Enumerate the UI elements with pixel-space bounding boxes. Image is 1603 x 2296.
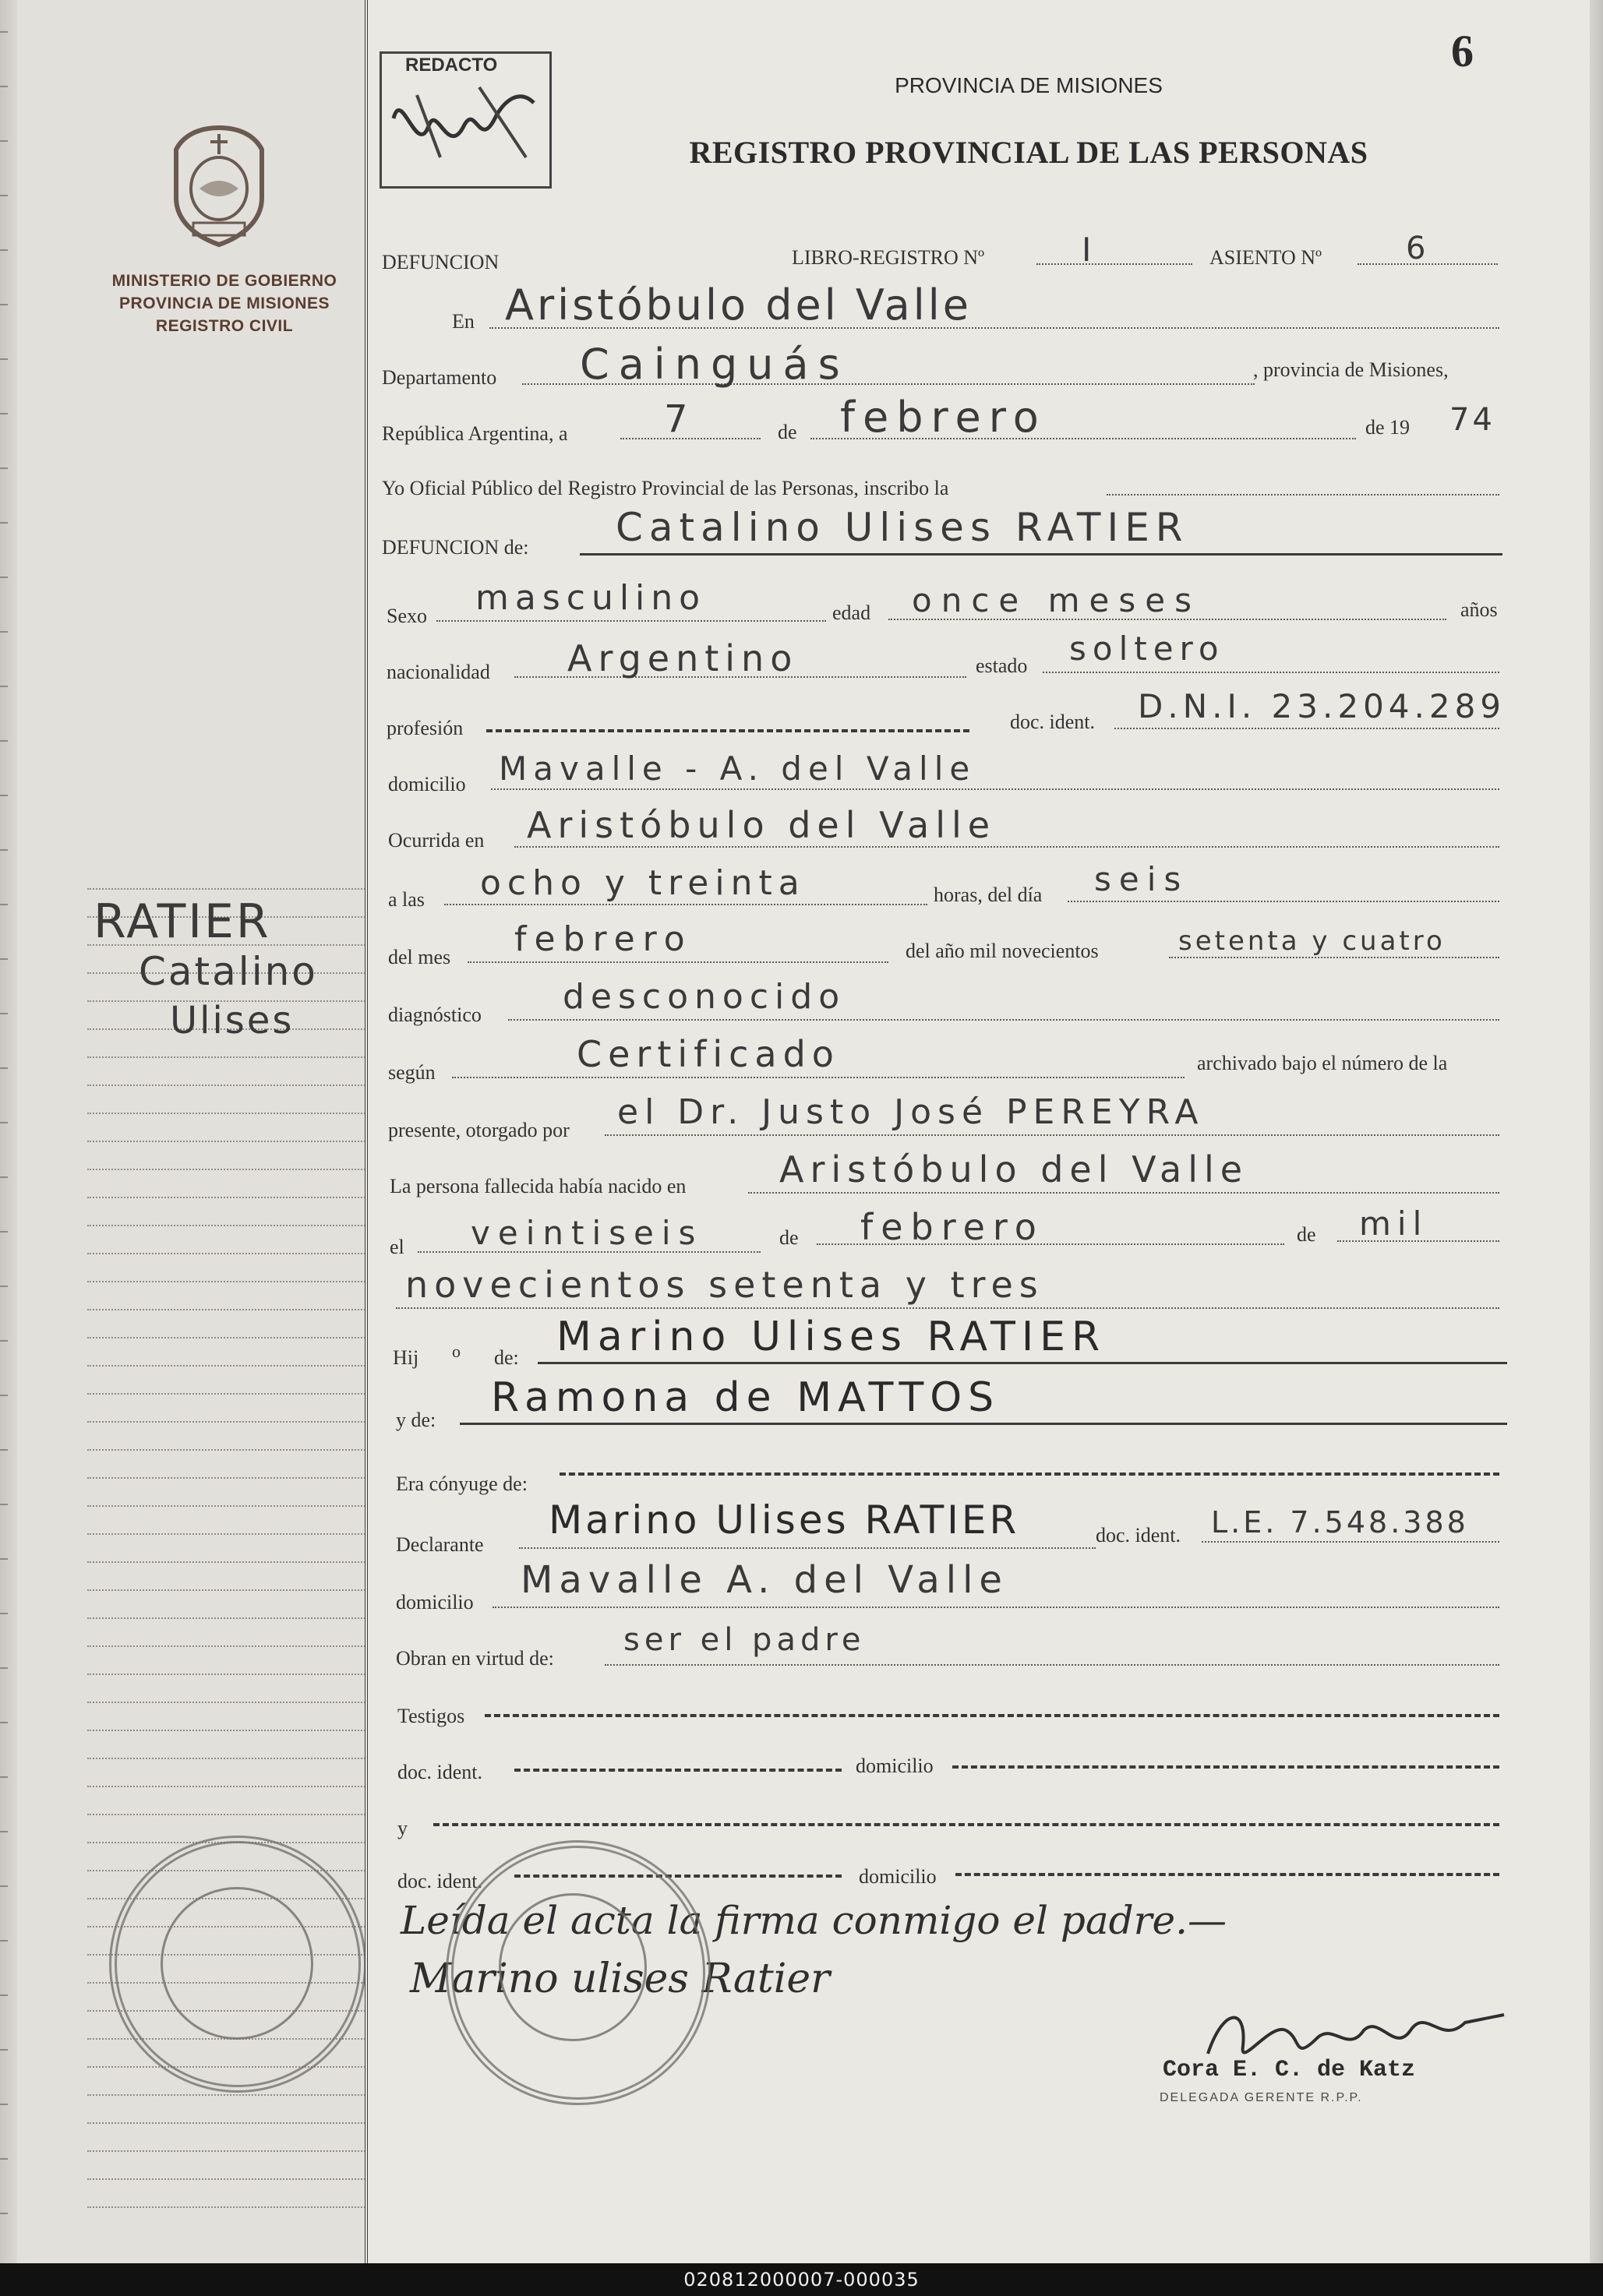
binding-tick [0, 631, 8, 633]
official-stamp-left-inner [161, 1887, 313, 2040]
closing-statement: Leída el acta la firma conmigo el padre.— [401, 1898, 1227, 1943]
presente-value: el Dr. Justo José PEREYRA [617, 1092, 1205, 1132]
sexo-label: Sexo [387, 605, 427, 627]
binding-tick [0, 1231, 8, 1233]
margin-ruled-line [87, 1674, 368, 1675]
t2-docident-label: doc. ident. [397, 1870, 483, 1892]
horas-label: horas, del día [934, 883, 1043, 906]
asiento-value: 6 [1406, 231, 1429, 266]
y-dash [433, 1823, 1499, 1826]
margin-ruled-line [87, 1449, 368, 1451]
decl-domicilio-label: domicilio [396, 1591, 474, 1614]
margin-ruled-line [87, 1477, 368, 1479]
oficial-statement: Yo Oficial Público del Registro Provincial de las Personas, inscribo la [382, 477, 949, 499]
domicilio-label: domicilio [388, 773, 466, 795]
archive-reference-bar [0, 2263, 1603, 2296]
margin-ruled-line [87, 1505, 368, 1507]
margin-ruled-line [87, 1281, 368, 1282]
binding-tick [0, 686, 8, 687]
coat-of-arms-emblem [165, 123, 273, 248]
binding-tick [0, 577, 8, 578]
t-domicilio-dash [952, 1765, 1499, 1769]
binding-tick [0, 1340, 8, 1342]
binding-tick [0, 2104, 8, 2105]
margin-ruled-line [87, 1113, 368, 1114]
decl-domicilio-line [493, 1606, 1499, 1608]
binding-tick [0, 195, 8, 196]
redacto-initials-signature [386, 72, 549, 173]
binding-tick [0, 1885, 8, 1887]
binding-tick [0, 849, 8, 851]
defuncion-de-label: DEFUNCION de: [382, 536, 529, 559]
testigos-dash [485, 1714, 1499, 1717]
civil-registry-line: REGISTRO CIVIL [155, 317, 294, 335]
binding-tick [0, 1722, 8, 1723]
margin-ruled-line [87, 1786, 368, 1787]
sexo-value: masculino [475, 578, 707, 618]
binding-tick [0, 1176, 8, 1178]
redacto-label: REDACTO [405, 55, 498, 76]
diagnostico-value: desconocido [563, 977, 846, 1017]
binding-tick [0, 2049, 8, 2051]
official-stamp-center-inner [499, 1893, 647, 2041]
page-number: 6 [1451, 26, 1474, 76]
fallecido-line [580, 553, 1502, 555]
margin-ruled-line [87, 1337, 368, 1338]
margin-ruled-line [87, 1702, 368, 1703]
estado-label: estado [976, 654, 1028, 677]
en-label: En [452, 310, 475, 333]
de19-label: de 19 [1365, 416, 1411, 439]
republica-label: República Argentina, a [382, 422, 568, 445]
ministry-heading [92, 270, 357, 337]
dia-value: 7 [664, 397, 691, 441]
conyuge-dash [560, 1472, 1499, 1476]
margin-ruled-line [87, 2150, 368, 2152]
estado-line [1043, 672, 1499, 673]
padre-value: Marino Ulises RATIER [556, 1314, 1107, 1360]
declarante-value: Marino Ulises RATIER [549, 1497, 1020, 1543]
binding-tick [0, 1940, 8, 1942]
nac-anio-line [396, 1307, 1499, 1309]
binding-tick [0, 1831, 8, 1832]
page-edge [1590, 0, 1603, 2263]
declarante-doc-line [1202, 1541, 1499, 1543]
binding-tick [0, 958, 8, 960]
libro-line [1036, 263, 1192, 265]
t2-domicilio-dash [955, 1873, 1499, 1876]
declarante-signature: Marino ulises Ratier [410, 1956, 830, 2002]
segun-label: según [388, 1061, 436, 1084]
dia-muerte-line [1068, 901, 1499, 902]
nac-anio-value: novecientos setenta y tres [405, 1264, 1044, 1306]
madre-line [460, 1423, 1507, 1425]
ministry-line: MINISTERIO DE GOBIERNO [111, 272, 337, 290]
binding-tick [0, 1286, 8, 1287]
nacionalidad-label: nacionalidad [387, 661, 490, 683]
mes-muerte-value: febrero [514, 919, 693, 959]
nacionalidad-value: Argentino [567, 637, 799, 679]
binding-tick [0, 1994, 8, 1996]
margin-ruled-line [87, 1309, 368, 1310]
binding-tick [0, 1395, 8, 1396]
margin-ruled-line [87, 1225, 368, 1226]
anio-muerte-value: setenta y cuatro [1178, 926, 1446, 957]
alas-label: a las [388, 888, 425, 911]
docident-label: doc. ident. [1010, 711, 1096, 733]
mes-value: febrero [840, 393, 1047, 442]
binding-tick [0, 304, 8, 305]
nacido-value: Aristóbulo del Valle [779, 1148, 1249, 1190]
official-name: Cora E. C. de Katz [1163, 2057, 1416, 2083]
margin-second-name: Ulises [170, 999, 295, 1042]
oficial-line [1107, 494, 1499, 496]
ocurrida-value: Aristóbulo del Valle [527, 804, 997, 846]
departamento-label: Departamento [382, 366, 497, 389]
margin-ruled-line [87, 1589, 368, 1591]
mes-muerte-line [468, 961, 888, 963]
yde-label: y de: [396, 1409, 436, 1431]
nacido-label: La persona fallecida había nacido en [390, 1175, 687, 1197]
binding-tick [0, 2213, 8, 2214]
margin-ruled-line [87, 1141, 368, 1142]
fallecido-value: Catalino Ulises RATIER [616, 505, 1189, 550]
diagnostico-line [508, 1019, 1499, 1021]
margin-ruled-line [87, 1365, 368, 1367]
binding-tick [0, 1667, 8, 1669]
t2-domicilio-label: domicilio [859, 1865, 937, 1888]
archivado-label: archivado bajo el número de la [1197, 1052, 1448, 1074]
libro-label: LIBRO-REGISTRO Nº [792, 246, 985, 269]
sexo-line [436, 620, 826, 622]
binding-tick [0, 1504, 8, 1505]
declarante-doc-label: doc. ident. [1096, 1524, 1181, 1547]
anios-label: años [1460, 598, 1498, 621]
domicilio-line [491, 788, 1499, 790]
ocurrida-label: Ocurrida en [388, 829, 485, 852]
y-label: y [397, 1817, 408, 1839]
binding-tick [0, 467, 8, 469]
binding-tick [0, 2158, 8, 2160]
binding-strip [0, 0, 18, 2263]
margin-ruled-line [87, 1645, 368, 1647]
obran-label: Obran en virtud de: [396, 1647, 554, 1670]
presente-line [605, 1134, 1499, 1136]
province-title: PROVINCIA DE MISIONES [895, 73, 1163, 97]
official-role: DELEGADA GERENTE R.P.P. [1160, 2091, 1363, 2104]
margin-ruled-line [87, 1617, 368, 1619]
nac-mil-value: mil [1359, 1204, 1428, 1243]
ocurrida-line [514, 846, 1499, 848]
margin-ruled-line [87, 1758, 368, 1759]
registry-title: REGISTRO PROVINCIAL DE LAS PERSONAS [689, 135, 1368, 170]
margin-surname: RATIER [94, 894, 271, 949]
margin-ruled-line [87, 1561, 368, 1563]
hijo-de-label: de: [494, 1346, 519, 1369]
margin-ruled-line [87, 1730, 368, 1731]
defuncion-label: DEFUNCION [382, 251, 500, 273]
libro-value: I [1082, 231, 1095, 269]
anio-value: 74 [1449, 402, 1495, 438]
declarante-line [519, 1547, 1096, 1549]
binding-tick [0, 795, 8, 796]
margin-first-name: Catalino [139, 949, 318, 994]
t-docident-dash [514, 1769, 842, 1772]
binding-tick [0, 1558, 8, 1560]
profesion-label: profesión [387, 717, 464, 739]
delanio-label: del año mil novecientos [906, 940, 1099, 962]
binding-tick [0, 86, 8, 87]
binding-tick [0, 249, 8, 251]
de-label: de [778, 421, 797, 443]
asiento-label: ASIENTO Nº [1209, 246, 1322, 269]
binding-tick [0, 358, 8, 360]
binding-tick [0, 904, 8, 905]
el-label: el [390, 1236, 404, 1258]
margin-ruled-line [87, 1421, 368, 1423]
hijo-label: Hij [393, 1346, 419, 1369]
declarante-doc-value: L.E. 7.548.388 [1211, 1505, 1469, 1539]
edad-label: edad [832, 601, 871, 624]
de2-label: de [779, 1226, 799, 1249]
binding-tick [0, 1122, 8, 1123]
docident-value: D.N.I. 23.204.289 [1138, 687, 1506, 725]
obran-value: ser el padre [623, 1622, 866, 1658]
obran-line [605, 1664, 1499, 1666]
binding-tick [0, 1067, 8, 1069]
margin-ruled-line [87, 2122, 368, 2124]
margin-ruled-line [87, 1085, 368, 1086]
binding-tick [0, 1776, 8, 1778]
t-docident-label: doc. ident. [397, 1761, 483, 1783]
margin-ruled-line [87, 1393, 368, 1395]
profesion-dash [486, 729, 969, 732]
anio-muerte-line [1169, 957, 1499, 958]
binding-tick [0, 1449, 8, 1451]
edad-value: once meses [912, 581, 1201, 619]
nac-mes-value: febrero [860, 1206, 1044, 1248]
margin-ruled-line [87, 1533, 368, 1535]
margin-ruled-line [87, 888, 368, 890]
margin-ruled-line [87, 2094, 368, 2096]
madre-value: Ramona de MATTOS [491, 1374, 1001, 1421]
margin-ruled-line [87, 1814, 368, 1815]
nacido-line [748, 1192, 1499, 1194]
margin-ruled-line [87, 2206, 368, 2208]
provincia-label: , provincia de Misiones, [1253, 358, 1449, 381]
delmes-label: del mes [388, 946, 451, 968]
binding-tick [0, 1613, 8, 1614]
dia-muerte-value: seis [1094, 860, 1189, 898]
margin-ruled-line [87, 1169, 368, 1170]
binding-tick [0, 1013, 8, 1014]
margin-ruled-line [87, 1197, 368, 1198]
t-domicilio-label: domicilio [856, 1755, 934, 1777]
segun-line [452, 1077, 1185, 1078]
conyuge-label: Era cónyuge de: [396, 1472, 528, 1495]
hora-value: ocho y treinta [480, 863, 806, 903]
archive-reference: 020812000007-000035 [683, 2269, 920, 2291]
docident-line [1114, 728, 1499, 729]
padre-line [538, 1362, 1507, 1364]
en-value: Aristóbulo del Valle [505, 280, 972, 330]
binding-tick [0, 140, 8, 142]
margin-ruled-line [87, 1253, 368, 1254]
presente-label: presente, otorgado por [388, 1119, 570, 1141]
testigos-label: Testigos [397, 1705, 465, 1727]
segun-value: Certificado [577, 1033, 840, 1075]
decl-domicilio-value: Mavalle A. del Valle [521, 1558, 1008, 1602]
hijo-suffix: o [452, 1342, 461, 1361]
departamento-value: Cainguás [580, 340, 849, 389]
province-line: PROVINCIA DE MISIONES [119, 294, 330, 312]
margin-ruled-line [87, 2178, 368, 2180]
hora-line [444, 904, 927, 905]
binding-tick [0, 522, 8, 524]
diagnostico-label: diagnóstico [388, 1003, 482, 1026]
estado-value: soltero [1069, 630, 1225, 668]
binding-tick [0, 413, 8, 414]
domicilio-value: Mavalle - A. del Valle [499, 749, 976, 788]
declarante-label: Declarante [396, 1533, 484, 1556]
binding-tick [0, 740, 8, 742]
margin-ruled-line [87, 1056, 368, 1058]
binding-tick [0, 31, 8, 33]
nac-dia-value: veintiseis [471, 1214, 704, 1252]
de3-label: de [1297, 1223, 1316, 1246]
